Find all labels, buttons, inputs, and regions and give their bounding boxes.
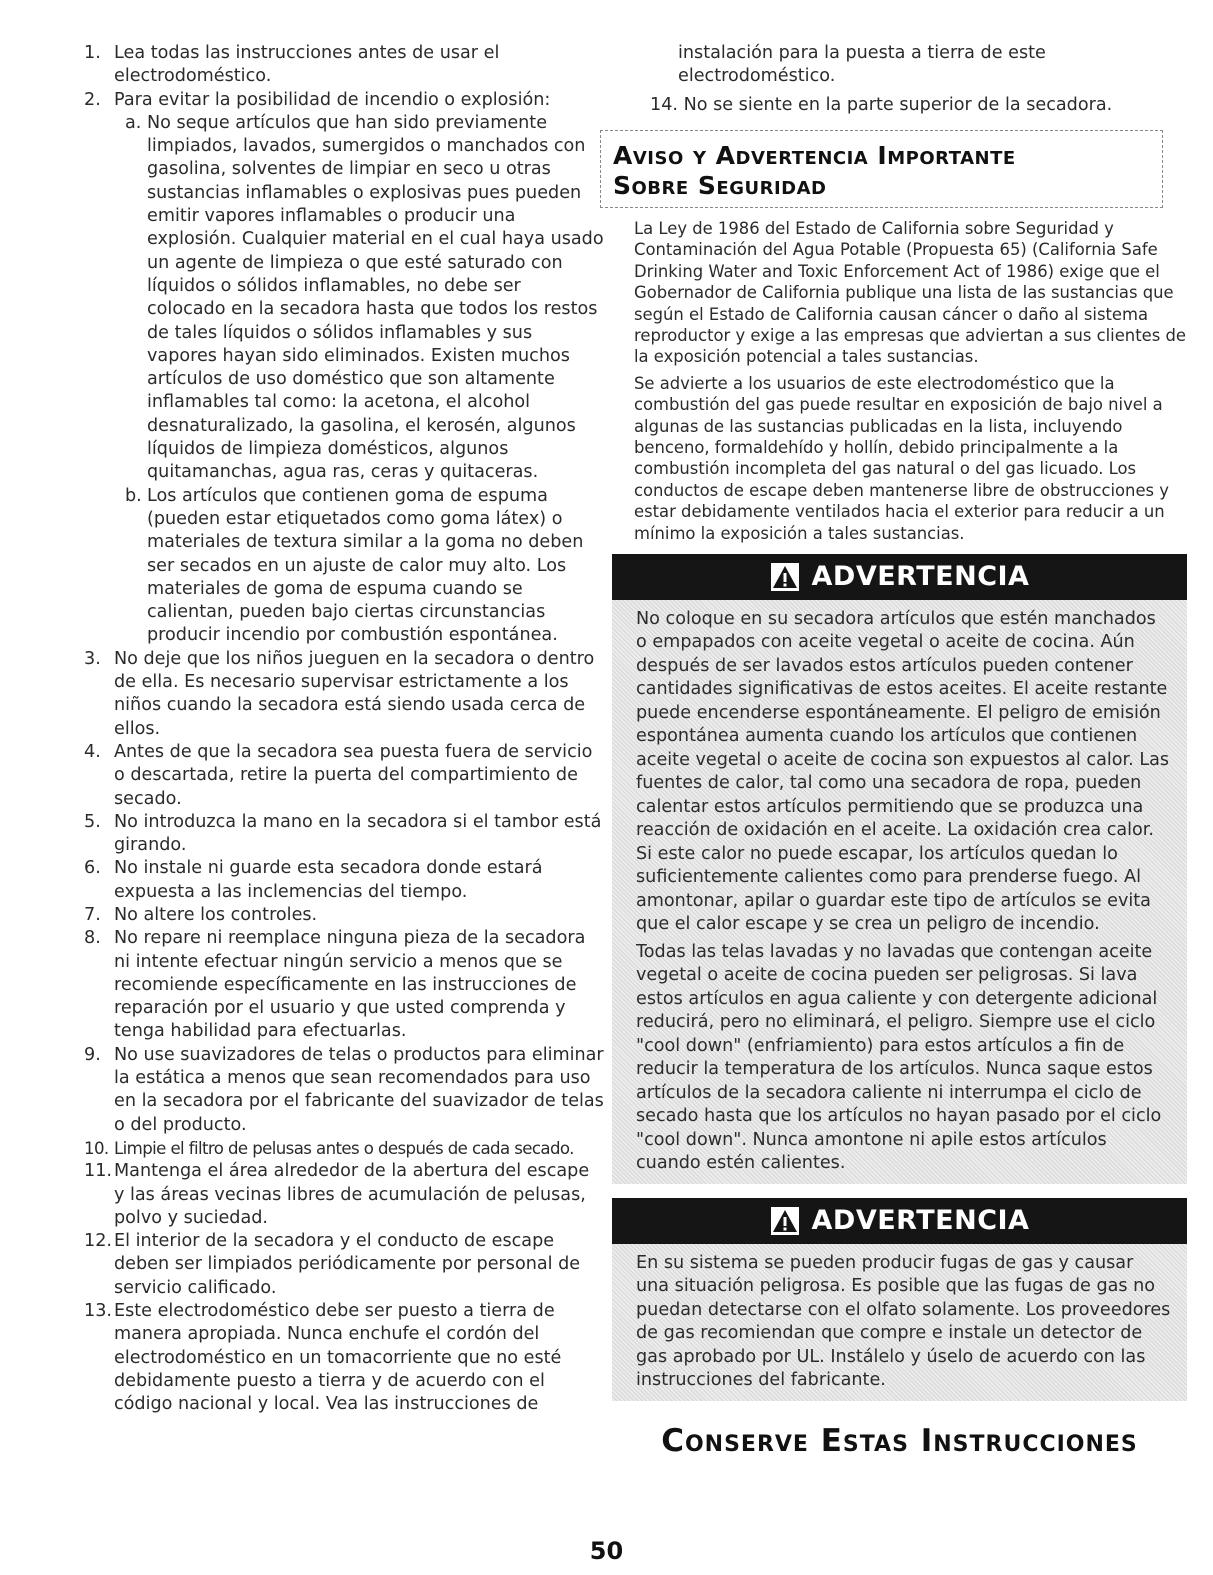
warning-text: Todas las telas lavadas y no lavadas que contengan aceite vegetal o aceite de cocina pueden ser peligrosas. Si lava estos artículos en agua caliente y con detergente adicional reducirá, pero no eliminará, el peligro. Siempre use el ciclo "cool down" (enfriamiento) para estos artículos a fin de reducir la temperatura de los artículos. Nunca saque estos artículos de la secadora caliente ni interrumpa el ciclo de secado hasta que los artículos no hayan pasado por el ciclo "cool down". Nunca amontone ni apile estos artículos cuando estén calientes. (636, 941, 1162, 1174)
item-text: No altere los controles. (114, 904, 318, 925)
item-text: Lea todas las instrucciones antes de usar el electrodoméstico. (114, 43, 500, 87)
instruction-2b (84, 485, 604, 648)
warning-body-2 (612, 1244, 1187, 1401)
item-number: 7. (84, 904, 101, 925)
warning-banner-2 (612, 1198, 1187, 1244)
item-text: No repare ni reemplace ninguna pieza de la secadora ni intente efectuar ningún servicio a menos que se recomiende específicamente en las instrucciones de reparación por el usuario y que usted comprenda y tenga habilidad para efectuarlas. (114, 928, 586, 1042)
instruction-2a (84, 112, 604, 485)
item-text: Los artículos que contienen goma de espuma (pueden estar etiquetados como goma látex) o materiales de textura similar a la goma no deben ser secados en un ajuste de calor muy alto. Los materiales de goma de espuma cuando se calientan, pueden bajo ciertas circunstancias producir incendio por combustión espontánea. (147, 485, 584, 646)
warning-title: ADVERTENCIA (811, 1205, 1030, 1237)
instruction-9 (84, 1044, 604, 1137)
warning-title: ADVERTENCIA (811, 561, 1030, 593)
item-text: Para evitar la posibilidad de incendio o explosión: (114, 89, 551, 110)
item-letter: b. (125, 485, 142, 506)
item-text: No introduzca la mano en la secadora si el tambor está girando. (114, 811, 602, 856)
item-text: El interior de la secadora y el conducto de escape deben ser limpiados periódicamente por personal de servicio calificado. (114, 1231, 581, 1298)
item-text: Limpie el filtro de pelusas antes o después de cada secado. (114, 1138, 574, 1158)
instruction-2 (84, 89, 604, 112)
item-number: 1. (84, 43, 101, 63)
safety-notice-title-line2: Sobre Seguridad (613, 170, 827, 200)
item-number: 13. (84, 1301, 112, 1322)
item-number: 9. (84, 1044, 101, 1065)
item-number: 4. (84, 741, 101, 762)
prop65-paragraph: La Ley de 1986 del Estado de California sobre Seguridad y Contaminación del Agua Potable (Propuesta 65) (California Safe Drinking Water and Toxic Enforcement Act of 1986) exige que el Gobernador de California publique una lista de las sustancias que según el Estado de California causan cáncer o daño al sistema reproductor y exige a las empresas que adviertan a sus clientes de la exposición potencial a tales sustancias. (634, 218, 1186, 367)
left-column (84, 42, 604, 1417)
item-number: 6. (84, 858, 101, 879)
item-text: No use suavizadores de telas o productos para eliminar la estática a menos que sean recomendados para uso en la secadora por el fabricante del suavizador de telas o del producto. (114, 1044, 604, 1135)
warning-banner-1 (612, 554, 1187, 600)
item-text: Mantenga el área alrededor de la abertura del escape y las áreas vecinas libres de acumulación de pelusas, polvo y suciedad. (114, 1161, 590, 1228)
instruction-11 (84, 1160, 604, 1230)
item-text: No deje que los niños jueguen en la secadora o dentro de ella. Es necesario supervisar estrictamente a los niños cuando la secadora está siendo usada cerca de ellos. (114, 648, 595, 739)
warning-body-1 (612, 600, 1187, 1184)
instruction-1 (84, 42, 604, 89)
instruction-6 (84, 857, 604, 904)
warning-text: No coloque en su secadora artículos que estén manchados o empapados con aceite vegetal o aceite de cocina. Aún después de ser lavados estos artículos pueden contener cantidades significativas de estos aceites. El aceite restante puede encenderse espontáneamente. El peligro de emisión espontánea aumenta cuando los artículos que contienen aceite vegetal o aceite de cocina son expuestos al calor. Las fuentes de calor, tal como una secadora de ropa, pueden calentar estos artículos permitiendo que se produzca una reacción de oxidación en el aceite. La oxidación crea calor. Si este calor no puede escapar, los artículos quedan lo suficientemente calientes como para prenderse fuego. Al amontonar, apilar o guardar este tipo de artículos se evita que el calor escape y se crea un peligro de incendio. (636, 608, 1170, 935)
item-text: Antes de que la secadora sea puesta fuera de servicio o descartada, retire la puerta del compartimiento de secado. (114, 741, 593, 809)
instruction-5 (84, 811, 604, 858)
instruction-8 (84, 927, 604, 1043)
instruction-13 (84, 1300, 604, 1416)
item-number: 3. (84, 648, 101, 669)
item-text: No instale ni guarde esta secadora donde estará expuesta a las inclemencias del tiempo. (114, 858, 543, 902)
warning-text: En su sistema se pueden producir fugas de gas y causar una situación peligrosa. Es posible que las fugas de gas no puedan detectarse con el olfato solamente. Los proveedores de gas recomiendan que compre e instale un detector de gas aprobado por UL. Instálelo y úselo de acuerdo con las instrucciones del fabricante. (636, 1252, 1171, 1391)
instruction-12 (84, 1230, 604, 1300)
save-instructions-title: Conserve Estas Instrucciones (661, 1422, 1138, 1459)
item-number: 12. (84, 1231, 112, 1252)
item-number: 8. (84, 928, 101, 949)
item-number: 5. (84, 811, 101, 832)
instruction-13-continued: instalación para la puesta a tierra de este electrodoméstico. (678, 43, 1046, 87)
warning-triangle-icon (770, 562, 800, 592)
item-number: 10. (84, 1138, 109, 1158)
safety-notice-heading-box (600, 130, 1163, 208)
instruction-7 (84, 904, 604, 927)
item-number: 2. (84, 89, 101, 110)
gas-combustion-paragraph: Se advierte a los usuarios de este electrodoméstico que la combustión del gas puede resultar en exposición de bajo nivel a algunas de las sustancias publicadas en la lista, incluyendo benceno, formaldehído y hollín, debido principalmente a la combustión incompleta del gas natural o del gas licuado. Los conductos de escape deben mantenerse libre de obstrucciones y estar debidamente ventilados hacia el exterior para reducir a un mínimo la exposición a tales sustancias. (634, 373, 1169, 543)
instruction-4 (84, 741, 604, 811)
right-column (612, 42, 1187, 1459)
safety-notice-title-line1: Aviso y Advertencia Importante (613, 140, 1016, 170)
page-number: 50 (589, 1537, 624, 1565)
instruction-14: 14. No se siente en la parte superior de la secadora. (650, 94, 1113, 115)
instruction-3 (84, 648, 604, 741)
item-letter: a. (125, 112, 142, 133)
instruction-10 (84, 1137, 604, 1160)
item-number: 11. (84, 1161, 112, 1182)
warning-triangle-icon (770, 1206, 800, 1236)
item-text: Este electrodoméstico debe ser puesto a tierra de manera apropiada. Nunca enchufe el cordón del electrodoméstico en un tomacorriente que no esté debidamente puesto a tierra y de acuerdo con el código nacional y local. Vea las instrucciones de (114, 1301, 562, 1415)
item-text: No seque artículos que han sido previamente limpiados, lavados, sumergidos o manchados con gasolina, solventes de limpiar en seco u otras sustancias inflamables o explosivas pues pueden emitir vapores inflamables o producir una explosión. Cualquier material en el cual haya usado un agente de limpieza o que esté saturado con líquidos o sólidos inflamables, no debe ser colocado en la secadora hasta que todos los restos de tales líquidos o sólidos inflamables y sus vapores hayan sido eliminados. Existen muchos artículos de uso doméstico que son altamente inflamables tal como: la acetona, el alcohol desnaturalizado, la gasolina, el kerosén, algunos líquidos de limpieza domésticos, algunos quitamanchas, agua ras, ceras y quitaceras. (147, 112, 604, 483)
